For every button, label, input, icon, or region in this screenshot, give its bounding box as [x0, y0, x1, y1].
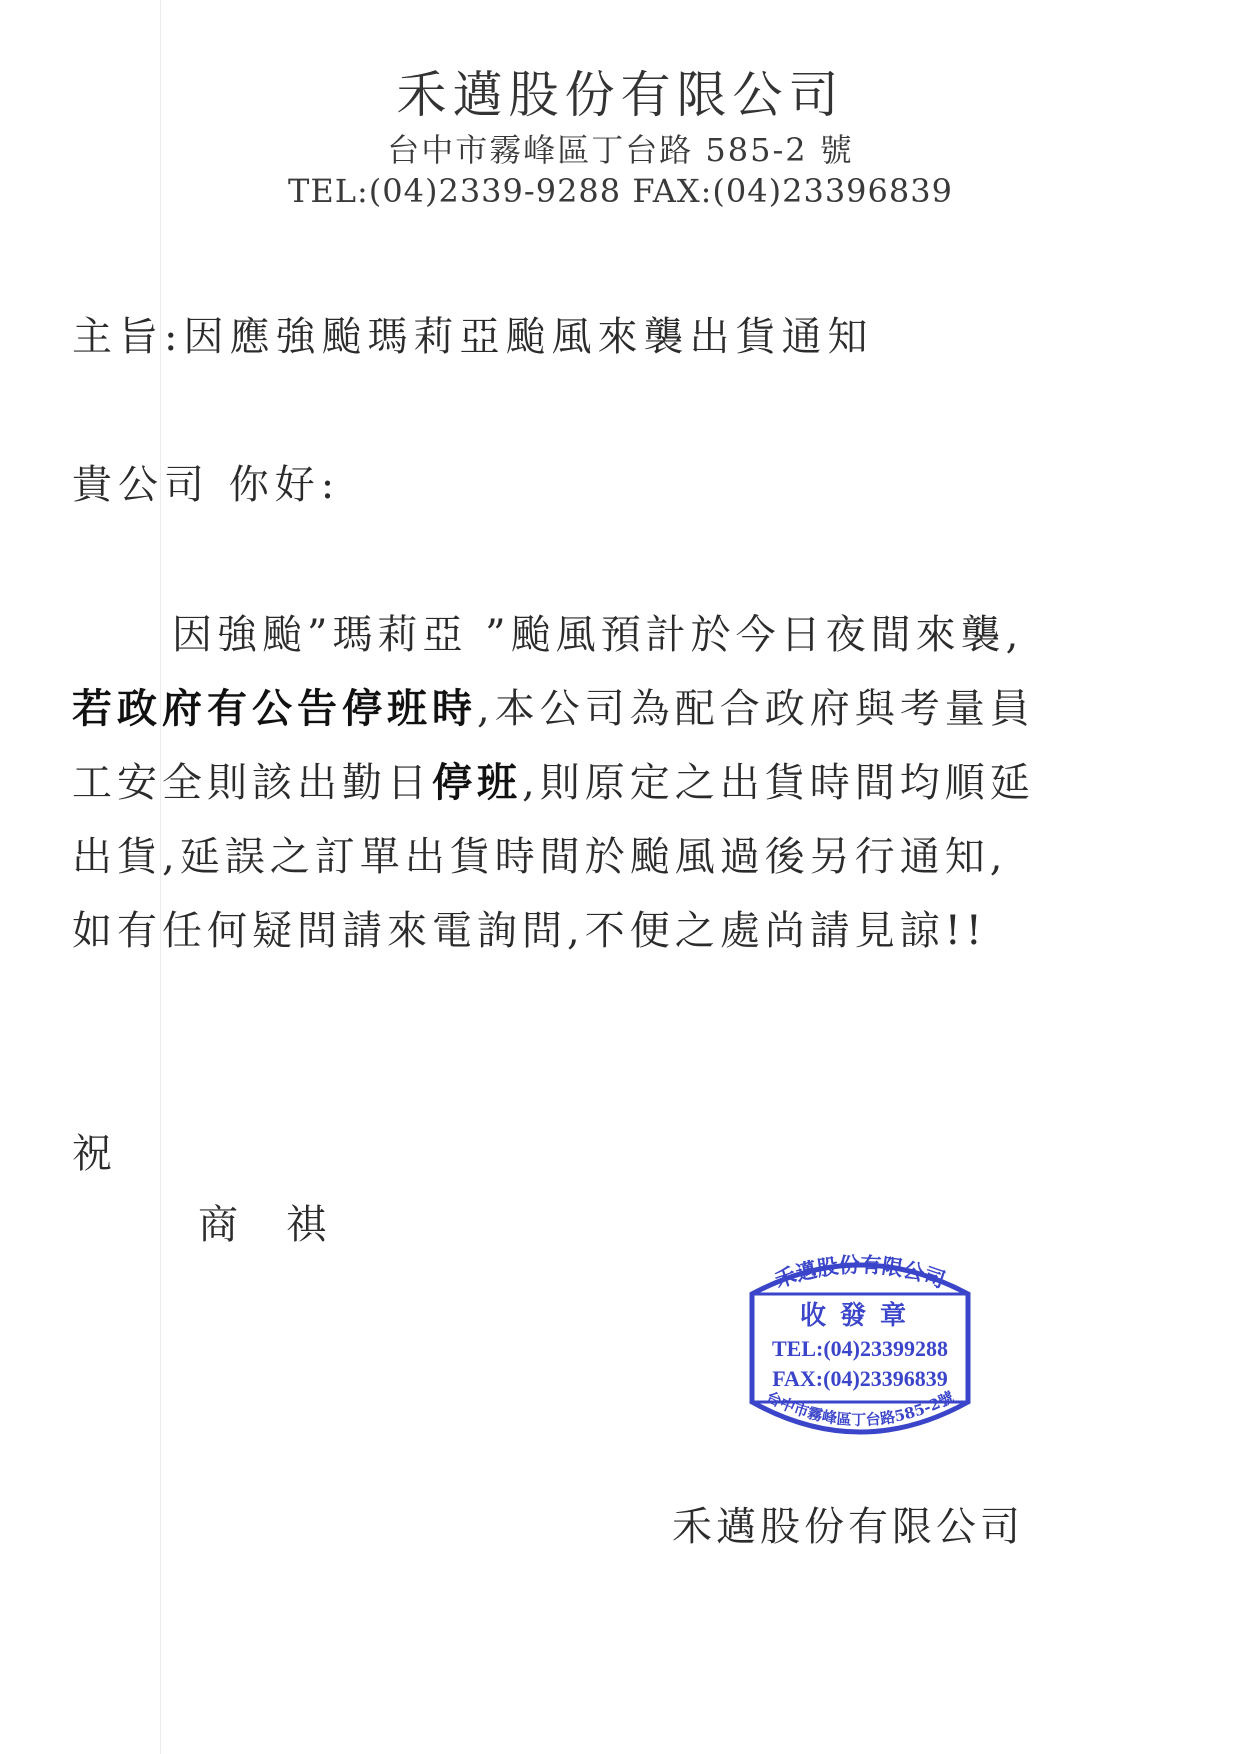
notice-body [72, 598, 1212, 968]
subject-text: 因應強颱瑪莉亞颱風來襲出貨通知 [183, 314, 874, 360]
body-line-3-start: 工安全則該出勤日 [72, 760, 432, 806]
body-line-3-end: ,則原定之出貨時間均順延 [522, 760, 1035, 806]
letterhead-company-name: 禾邁股份有限公司 [396, 66, 845, 124]
letterhead-address: 台中市霧峰區丁台路 585-2 號 [387, 131, 854, 169]
body-line-2 [72, 672, 1212, 746]
stamp-tel: TEL:(04)23399288 [772, 1336, 948, 1361]
stamp-company: 禾邁股份有限公司 [771, 1251, 949, 1293]
subject-label: 主旨: [72, 314, 184, 360]
subject-line [72, 305, 873, 362]
closing-salutation: 祝 [72, 1131, 112, 1177]
body-line-3 [72, 746, 1212, 820]
greeting: 貴公司 你好: [72, 462, 341, 508]
body-line-3-emphasis: 停班 [432, 759, 522, 806]
body-line-4: 出貨,延誤之訂單出貨時間於颱風過後另行通知, [72, 834, 1008, 880]
stamp-address: 台中市霧峰區丁台路585-2號 [763, 1388, 957, 1430]
stamp-fax: FAX:(04)23396839 [772, 1366, 948, 1391]
signature-company: 禾邁股份有限公司 [672, 1504, 1024, 1550]
body-line-2-emphasis: 若政府有公告停班時 [72, 685, 477, 732]
body-line-5: 如有任何疑問請來電詢問,不便之處尚請見諒!! [72, 908, 987, 954]
company-receipt-stamp [742, 1250, 978, 1450]
body-line-2-rest: ,本公司為配合政府與考量員 [477, 686, 1035, 732]
closing-wish: 商祺 [198, 1202, 374, 1248]
stamp-title: 收發章 [799, 1301, 921, 1331]
body-line-1: 因強颱”瑪莉亞 ”颱風預計於今日夜間來襲, [172, 612, 1024, 658]
letterhead-contact: TEL:(04)2339-9288 FAX:(04)23396839 [288, 172, 953, 210]
